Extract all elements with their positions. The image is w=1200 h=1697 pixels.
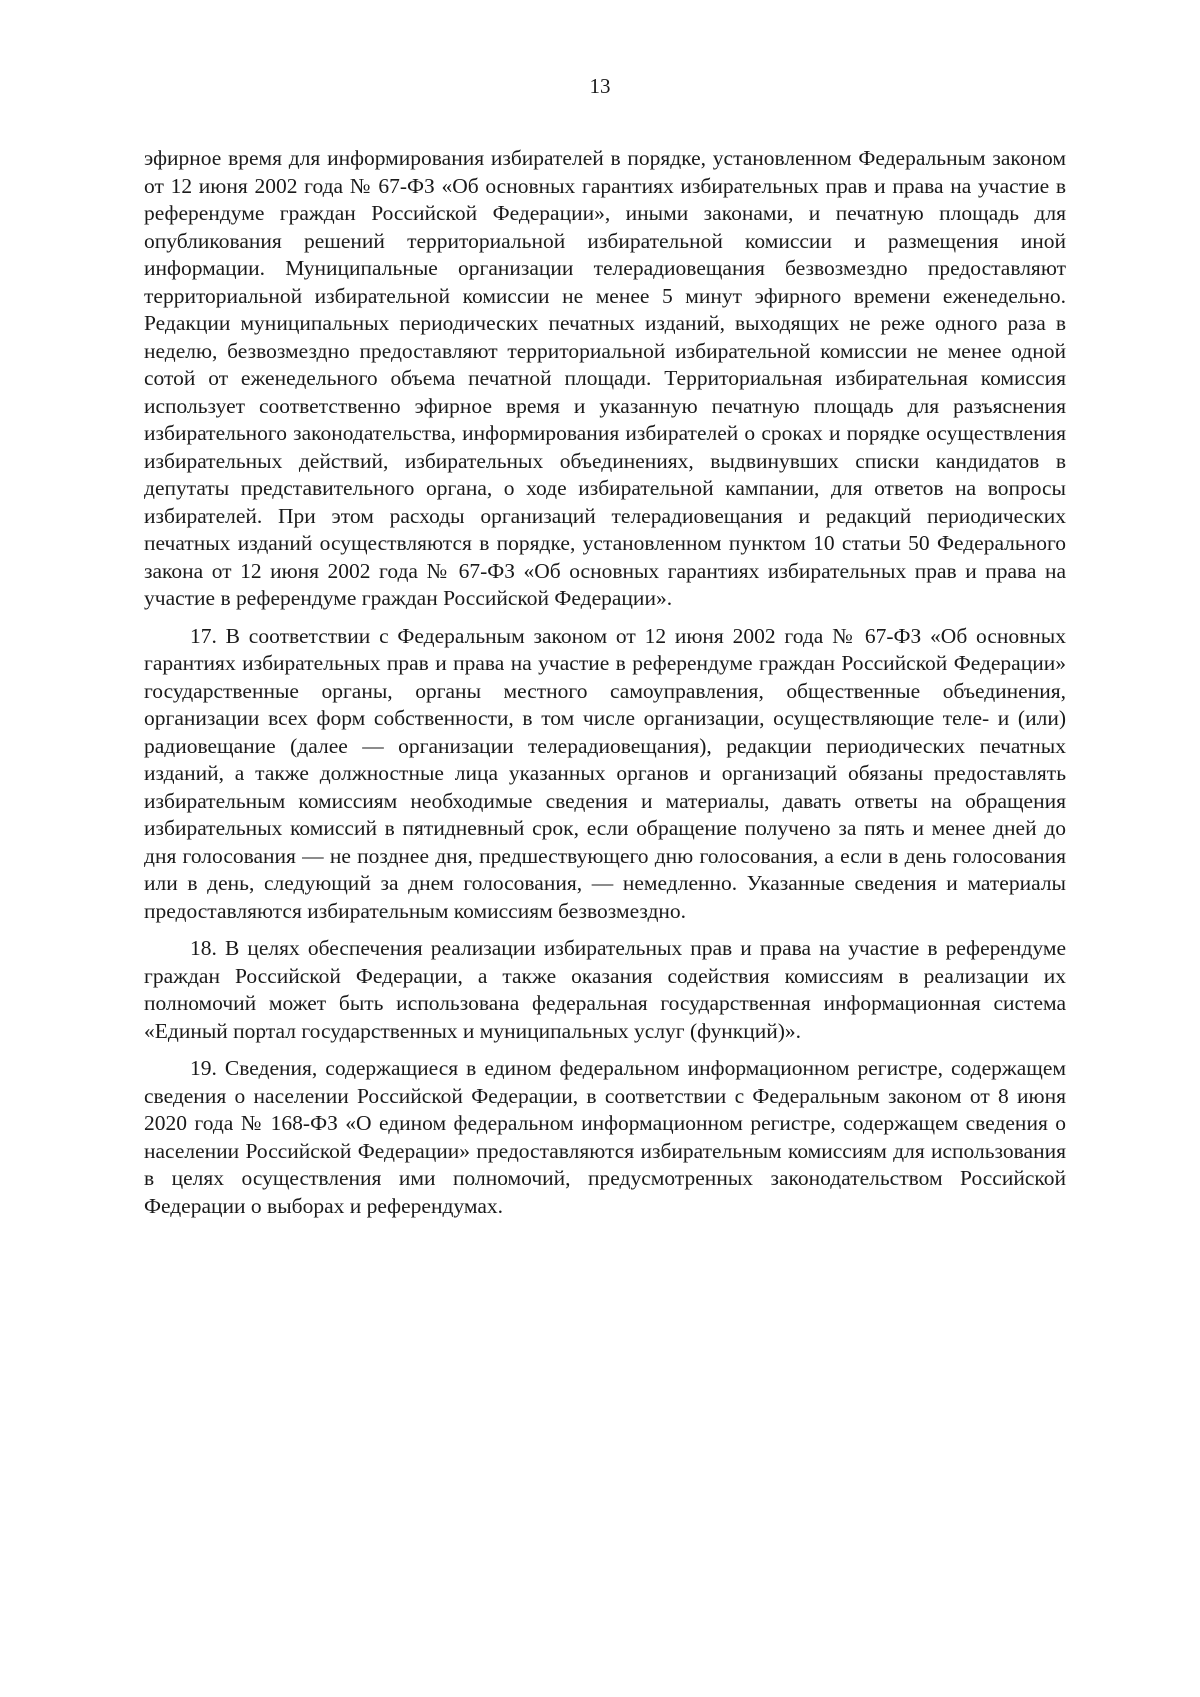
paragraph-continuation: эфирное время для информирования избирателей в порядке, установленном Федеральным законом от 12 июня 2002 года № 67-ФЗ «Об основных гарантиях избирательных прав и права на участие в референдуме граждан Российской Федерации», иными законами, и печатную площадь для опубликования решений территориальной избирательной комиссии и размещения иной информации. Муниципальные организации телерадиовещания безвозмездно предоставляют территориальной избирательной комиссии не менее 5 минут эфирного времени еженедельно. Редакции муниципальных периодических печатных изданий, выходящих не реже одного раза в неделю, безвозмездно предоставляют территориальной избирательной комиссии не менее одной сотой от еженедельного объема печатной площади. Территориальная избирательная комиссия использует соответственно эфирное время и указанную печатную площадь для разъяснения избирательного законодательства, информирования избирателей о сроках и порядке осуществления избирательных действий, избирательных объединениях, выдвинувших списки кандидатов в депутаты представительного органа, о ходе избирательной кампании, для ответов на вопросы избирателей. При этом расходы организаций телерадиовещания и редакций периодических печатных изданий осуществляются в порядке, установленном пунктом 10 статьи 50 Федерального закона от 12 июня 2002 года № 67-ФЗ «Об основных гарантиях избирательных прав и права на участие в референдуме граждан Российской Федерации». [144,146,1066,610]
paragraph-18: 18. В целях обеспечения реализации избирательных прав и права на участие в референдуме граждан Российской Федерации, а также оказания содействия комиссиям в реализации их полномочий может быть использована федеральная государственная информационная система «Единый портал государственных и муниципальных услуг (функций)». [144,936,1066,1043]
page-number: 13 [589,74,611,98]
document-body [144,145,1066,1230]
paragraph-19: 19. Сведения, содержащиеся в едином федеральном информационном регистре, содержащем сведения о населении Российской Федерации, в соответствии с Федеральным законом от 8 июня 2020 года № 168-ФЗ «О едином федеральном информационном регистре, содержащем сведения о населении Российской Федерации» предоставляются избирательным комиссиям для использования в целях осуществления ими полномочий, предусмотренных законодательством Российской Федерации о выборах и референдумах. [144,1056,1066,1218]
paragraph-17: 17. В соответствии с Федеральным законом от 12 июня 2002 года № 67-ФЗ «Об основных гарантиях избирательных прав и права на участие в референдуме граждан Российской Федерации» государственные органы, органы местного самоуправления, общественные объединения, организации всех форм собственности, в том числе организации, осуществляющие теле- и (или) радиовещание (далее — организации телерадиовещания), редакции периодических печатных изданий, а также должностные лица указанных органов и организаций обязаны предоставлять избирательным комиссиям необходимые сведения и материалы, давать ответы на обращения избирательных комиссий в пятидневный срок, если обращение получено за пять и менее дней до дня голосования — не позднее дня, предшествующего дню голосования, а если в день голосования или в день, следующий за днем голосования, — немедленно. Указанные сведения и материалы предоставляются избирательным комиссиям безвозмездно. [144,623,1066,923]
